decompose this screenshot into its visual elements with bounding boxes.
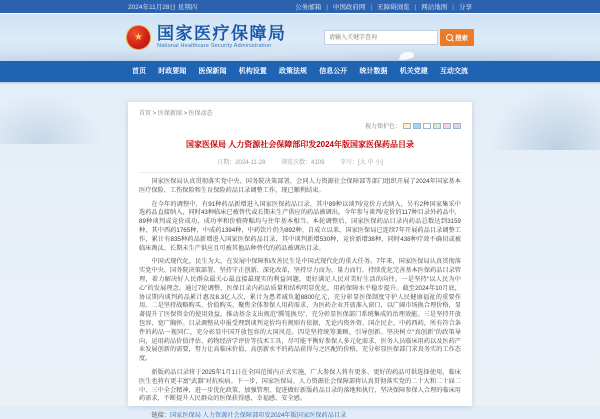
nav-item[interactable]: 统计数据	[359, 68, 388, 75]
nav-item[interactable]: 互动交流	[440, 68, 468, 75]
article-paragraph: 中国式现代化，民生为大。在发展中保障和改善民生是中国式现代化的重大任务。7年来，国家医保局认真贯彻落实党中央、国务院决策部署，坚持守正创新、深化改革，坚持尽力而为、量力而行，持续优化完善基本医保药品目录管理，着力解决好人民群众最关心最直接最现实的利益问题，更好满足人民对美好生活的向往。一是坚持“以人民为中心”的发展理念。通过7轮调整，医保目录内药品质量和结构明显优化，用药保障水平稳步提升。截至2024年10月底，协议期内谈判药品累计惠及8.3亿人次，累计为患者减负超8800亿元，充分彰显医保制度守护人民健康福祉的重要作用。二是坚持战略购买、价值购买。聚焦全体参保人用药需求，为医药企业开放准入窗口，以广阔市场换合理价格，显著提升了医保资金的使用效益，推动基金支出规范“腾笼换鸟”，充分彰显医保部门系统集成的治理效能。三是坚持开放包容、宽广胸怀。目录调整从申报受理到谈判竞价均有规则有依据，无论内资外资、国企民企、中药西药，所有符合条件的药品一视同仁，充分彰显中国开放包容的大国风范。四是坚持统筹兼顾、引导创新。坚决树立“真创新”的政策导向，运用药品价值评估、药物经济学评价等技术工具，尽可能平衡好参保人多元化需求、医务人员临床用药以及医药产业发展创新的需要，努力让高临床价值、高创新水平的药品获得与之匹配的价格，充分彰显医保部门求真务实的工作态度。	[139, 258, 461, 363]
background-mountain-right	[460, 80, 600, 150]
related-link-row	[139, 410, 461, 419]
nav-item[interactable]: 首页	[132, 68, 146, 75]
article-paragraph: 新版药品目录将于2025年1月1日在全国范围内正式实施，广大参保人将有更多、更好的药品可供选择使用，临床医生也将有更丰富“武器”对抗疾病。下一步，国家医保局、人力资源社会保障部将认真贯彻落实党的二十大和二十届二中、三中全会精神，进一步优化政策、加强管理，促进做好新版药品目录的落地和执行，坚决保障参保人合理的临床用药需求，不断提升人民群众的医保获得感、幸福感、安全感。	[139, 368, 461, 403]
site-title-english: National Healthcare Security Administration	[157, 43, 272, 49]
current-date: 2024年11月28日 星期四	[128, 4, 198, 11]
related-link-label: 链接：	[151, 412, 170, 419]
site-header	[0, 14, 600, 61]
nav-item[interactable]: 政策法规	[279, 68, 307, 75]
top-link[interactable]: | 分享	[447, 2, 472, 11]
eye-protect-row	[139, 121, 461, 130]
article-title: 国家医保局 人力资源社会保障部印发2024年版国家医保药品目录	[185, 140, 415, 149]
article-date: 日期：2024-11-28	[217, 160, 266, 166]
content-panel	[128, 102, 472, 419]
nav-item[interactable]: 时政要闻	[158, 68, 187, 75]
article-paragraph: 国家医保局认真贯彻落实党中央、国务院决策部署，会同人力资源社会保障部等部门组织开展了2024年国家基本医疗保险、工伤保险和生育保险药品目录调整工作，现已顺利结束。	[139, 178, 461, 194]
nav-item[interactable]: 机构设置	[238, 68, 267, 75]
breadcrumb[interactable]: 首页 > 医保新闻 > 医保动态	[139, 111, 213, 117]
article-views: 浏览次数：4109	[281, 160, 325, 166]
site-title: 国家医疗保障局	[157, 24, 287, 43]
top-link[interactable]: 公务邮箱	[295, 4, 322, 11]
eye-protect-swatch[interactable]	[443, 123, 451, 129]
top-link[interactable]: | 无障碍浏览	[365, 2, 409, 11]
nav-item[interactable]: 信息公开	[319, 68, 348, 75]
eye-protect-swatch[interactable]	[453, 123, 461, 129]
font-size-control[interactable]: 字号：[大 中 小]	[340, 160, 383, 166]
eye-protect-swatch[interactable]	[423, 123, 431, 129]
search-input[interactable]	[324, 30, 438, 45]
eye-protect-swatch[interactable]	[433, 123, 441, 129]
top-links	[295, 2, 472, 11]
article-meta	[139, 157, 461, 173]
search-bar	[324, 29, 474, 46]
background-mountain-left	[0, 84, 130, 144]
top-link[interactable]: | 中国政府网	[321, 2, 365, 11]
related-link[interactable]: 国家医保局 人力资源社会保障部印发2024年版国家医保药品目录	[169, 412, 347, 419]
main-nav	[0, 61, 600, 82]
site-logo[interactable]	[126, 25, 287, 50]
nav-item[interactable]: 机关党建	[399, 68, 428, 75]
nav-item[interactable]: 医保新闻	[198, 68, 227, 75]
search-button[interactable]	[440, 29, 474, 46]
top-bar	[0, 0, 600, 14]
eye-protect-swatch[interactable]	[403, 123, 411, 129]
search-button-label: 搜索	[455, 35, 468, 42]
eye-protect-label: 视力保护色：	[364, 124, 401, 130]
eye-protect-swatches	[403, 123, 461, 129]
eye-protect-swatch[interactable]	[413, 123, 421, 129]
search-icon	[446, 34, 453, 41]
article-paragraph: 在今年的调整中，有91种药品新增进入国家医保药品目录，其中89种以谈判/竞价方式纳入，另有2种国家集采中选药品直接纳入，同时43种临床已被替代或长期未生产供应的药品被调出。今年参与谈判/竞价的117种目录外药品中，89种谈判或竞价成功，成功率和价格降幅均与往年基本相当。本轮调整后，国家医保药品目录内药品总数达到3159种，其中西药1765种，中成药1394种，中药饮片仍为892种。自成立以来，国家医保局已连续7年开展药品目录调整工作，累计有835种药品新增进入国家医保药品目录，其中谈判新增530种，竞价新增38种，同时438种疗效不确切或被临床淘汰、长期未生产供应且可被其他品种替代的药品被调出目录。	[139, 200, 461, 252]
national-emblem-icon: ★	[126, 25, 151, 50]
top-link[interactable]: | 网站地图	[410, 2, 448, 11]
article-body	[139, 178, 461, 404]
